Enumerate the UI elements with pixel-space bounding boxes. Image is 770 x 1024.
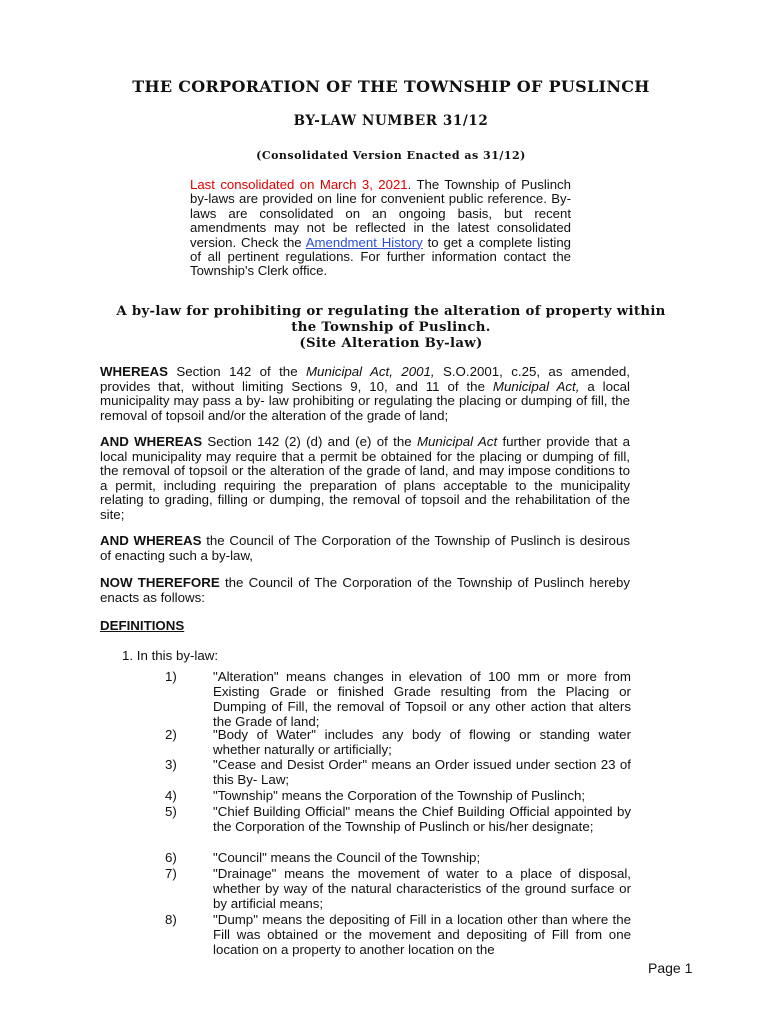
recital-text: the Council of The Corporation of the Township of Puslinch is desirous of enacting such a by-law, xyxy=(100,533,630,563)
recital-and-whereas-1 xyxy=(100,435,630,523)
recital-text: the Council of The Corporation of the Township of Puslinch hereby enacts as follows: xyxy=(100,575,630,605)
purpose-line-2: the Township of Puslinch. xyxy=(291,320,491,336)
bylaw-number: BY-LAW NUMBER 31/12 xyxy=(293,113,489,129)
notice-text-1: . The Township of Puslinch by-laws are provided on line for convenient public reference. By-laws are consolidated on an ongoing basis, but recent amendments may not be reflected in the latest consolidated version. Check the xyxy=(190,177,571,250)
recital-and-whereas-2 xyxy=(100,534,630,563)
document-title: THE CORPORATION OF THE TOWNSHIP OF PUSLINCH xyxy=(132,77,650,96)
purpose-line-3: (Site Alteration By-law) xyxy=(299,336,483,352)
last-consolidated-date: Last consolidated on March 3, 2021 xyxy=(190,177,408,192)
purpose-line-1: A by-law for prohibiting or regulating the alteration of property within xyxy=(116,304,666,319)
page-number: Page 1 xyxy=(648,960,693,976)
recital-text: a local municipality may pass a by- law prohibiting or regulating the placing or dumping of fill, the removal of topsoil and/or the alteration of the grade of land; xyxy=(100,378,630,423)
definitions-intro: 1. In this by-law: xyxy=(122,648,219,663)
recital-italic: Municipal Act, xyxy=(492,378,580,394)
definition-text: "Dump" means the depositing of Fill in a location other than where the Fill was obtained or the movement and depositing of Fill from one location on a property to another location on the xyxy=(213,912,631,957)
definition-number: 8) xyxy=(165,912,177,927)
recital-whereas xyxy=(100,365,630,423)
recital-text: Section 142 of the xyxy=(167,364,306,379)
definition-text: "Township" means the Corporation of the Township of Puslinch; xyxy=(213,788,586,803)
definition-text: "Body of Water" includes any body of flowing or standing water whether naturally or artificially; xyxy=(213,727,631,757)
recital-lead: AND WHEREAS xyxy=(100,434,203,449)
notice-text-2: to get a complete listing of all pertinent regulations. For further information contact the Township's Clerk office. xyxy=(190,234,571,279)
consolidated-version: (Consolidated Version Enacted as 31/12) xyxy=(256,149,526,162)
recital-italic: Municipal Act, 2001, xyxy=(305,364,435,379)
recital-lead: WHEREAS xyxy=(100,364,168,379)
definition-number: 7) xyxy=(165,866,177,881)
definition-number: 3) xyxy=(165,757,177,772)
definition-text: "Drainage" means the movement of water to a place of disposal, whether by way of the natural characteristics of the ground surface or by artificial means; xyxy=(213,866,631,911)
definition-number: 6) xyxy=(165,850,177,865)
definition-text: "Alteration" means changes in elevation of 100 mm or more from Existing Grade or finished Grade resulting from the Placing or Dumping of Fill, the removal of Topsoil or any other action that alters the Grade of land; xyxy=(213,669,631,729)
recital-text: further provide that a local municipality may require that a permit be obtained for the placing or dumping of fill, the removal of topsoil or the alteration of the grade of land, and may impose conditions to a permit, including requiring the preparation of plans acceptable to the municipality relating to grading, filling or dumping, the removal of topsoil and the rehabilitation of the site; xyxy=(100,434,630,522)
recital-lead: NOW THEREFORE xyxy=(100,575,220,590)
definition-number: 5) xyxy=(165,804,177,819)
definitions-heading: DEFINITIONS xyxy=(100,618,185,633)
definition-number: 4) xyxy=(165,788,177,803)
definition-number: 2) xyxy=(165,727,177,742)
definition-number: 1) xyxy=(165,669,177,684)
recital-italic: Municipal Act xyxy=(416,434,498,449)
consolidation-notice xyxy=(190,178,571,279)
recital-text: Section 142 (2) (d) and (e) of the xyxy=(202,434,417,449)
recital-lead: AND WHEREAS xyxy=(100,533,202,548)
bylaw-purpose xyxy=(85,304,697,353)
definition-text: "Chief Building Official" means the Chief Building Official appointed by the Corporation of the Township of Puslinch or his/her designate; xyxy=(213,804,631,834)
amendment-history-link[interactable]: Amendment History xyxy=(305,234,423,250)
definition-text: "Cease and Desist Order" means an Order issued under section 23 of this By- Law; xyxy=(213,757,631,787)
recital-now-therefore xyxy=(100,576,630,605)
definition-text: "Council" means the Council of the Township; xyxy=(213,850,481,865)
recital-text: S.O.2001, c.25, as amended, provides that, without limiting Sections 9, 10, and 11 of the xyxy=(100,364,630,394)
